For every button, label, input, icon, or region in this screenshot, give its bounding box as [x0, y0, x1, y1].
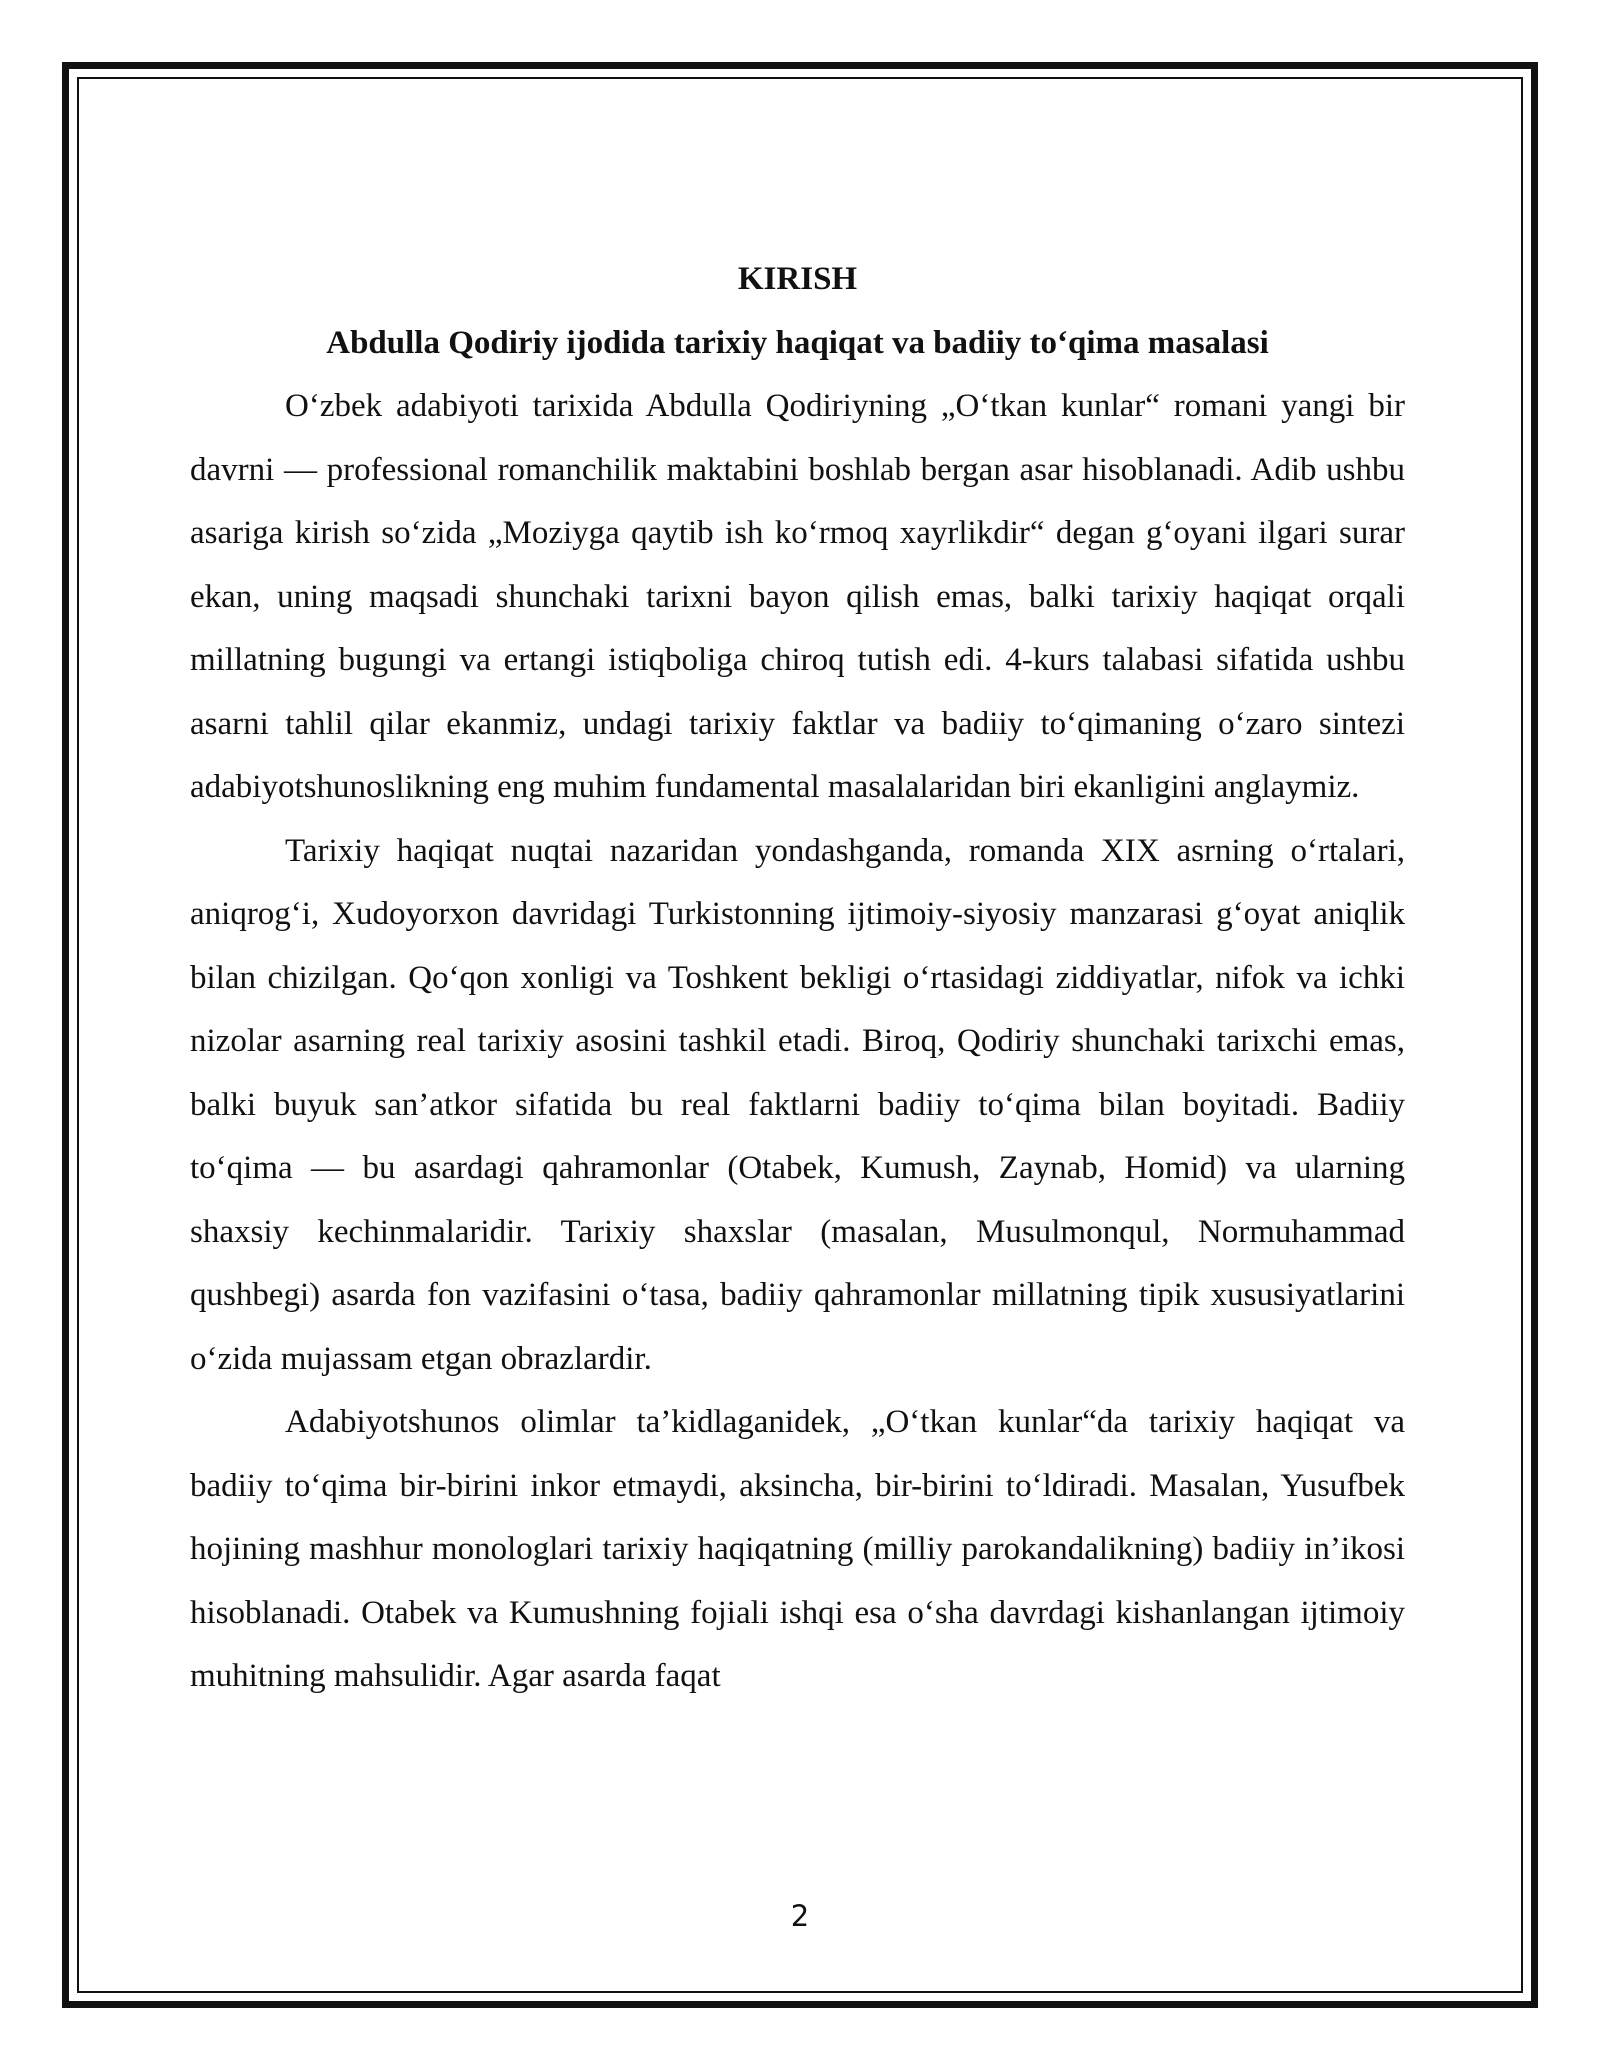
document-subtitle: Abdulla Qodiriy ijodida tarixiy haqiqat va badiiy to‘qima masalasi [326, 324, 1269, 361]
paragraph-2: Tarixiy haqiqat nuqtai nazaridan yondashganda, romanda XIX asrning o‘rtalari, aniqrog‘i, Xudoyorxon davridagi Turkistonning ijtimoiy-siyosiy manzarasi g‘oyat aniqlik bilan chizilgan. Qo‘qon xonligi va Toshkent bekligi o‘rtasidagi ziddiyatlar, nifok va ichki nizolar asarning real tarixiy asosini tashkil etadi. Biroq, Qodiriy shunchaki tarixchi emas, balki buyuk san’atkor sifatida bu real faktlarni badiiy to‘qima bilan boyitadi. Badiiy to‘qima — bu asardagi qahramonlar (Otabek, Kumush, Zaynab, Homid) va ularning shaxsiy kechinmalaridir. Tarixiy shaxslar (masalan, Musulmonqul, Normuhammad qushbegi) asarda fon vazifasini o‘tasa, badiiy qahramonlar millatning tipik xususiyatlarini o‘zida mujassam etgan obrazlardir. [190, 832, 1405, 1377]
page-number: 2 [790, 1899, 810, 1933]
document-body [190, 248, 1405, 1709]
paragraph-3: Adabiyotshunos olimlar ta’kidlaganidek, „O‘tkan kunlar“da tarixiy haqiqat va badiiy to‘qima bir-birini inkor etmaydi, aksincha, bir-birini to‘ldiradi. Masalan, Yusufbek hojining mashhur monologlari tarixiy haqiqatning (milliy parokandalikning) badiiy in’ikosi hisoblanadi. Otabek va Kumushning fojiali ishqi esa o‘sha davrdagi kishanlangan ijtimoiy muhitning mahsulidir. Agar asarda faqat [190, 1404, 1405, 1694]
document-title: KIRISH [737, 261, 858, 297]
paragraph-1: O‘zbek adabiyoti tarixida Abdulla Qodiriyning „O‘tkan kunlar“ romani yangi bir davrni — professional romanchilik maktabini boshlab bergan asar hisoblanadi. Adib ushbu asariga kirish so‘zida „Moziyga qaytib ish ko‘rmoq xayrlikdir“ degan g‘oyani ilgari surar ekan, uning maqsadi shunchaki tarixni bayon qilish emas, balki tarixiy haqiqat orqali millatning bugungi va ertangi istiqboliga chiroq tutish edi. 4-kurs talabasi sifatida ushbu asarni tahlil qilar ekanmiz, undagi tarixiy faktlar va badiiy to‘qimaning o‘zaro sintezi adabiyotshunoslikning eng muhim fundamental masalalaridan biri ekanligini anglaymiz. [190, 388, 1405, 805]
